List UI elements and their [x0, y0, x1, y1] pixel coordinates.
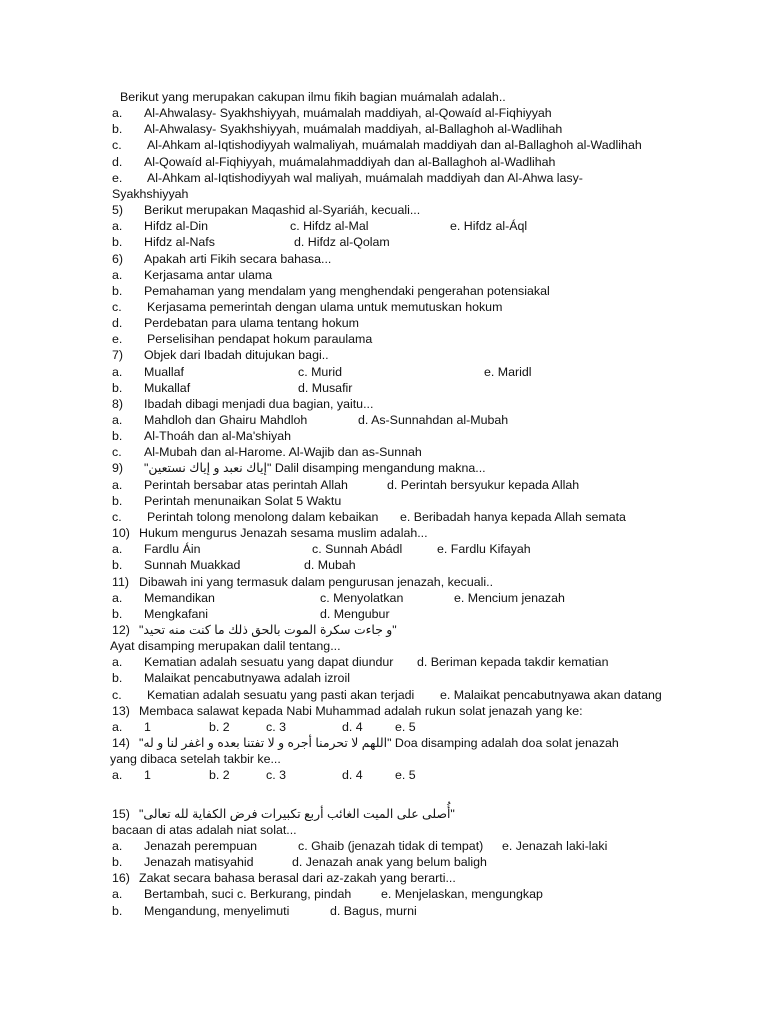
item-label: c. — [112, 687, 122, 702]
item-text: Pemahaman yang mendalam yang menghendaki pengerahan potensiakal — [144, 283, 550, 298]
item-text: Mengandung, menyelimuti — [144, 903, 290, 918]
item-text: c. Murid — [298, 364, 343, 379]
item-text: Memandikan — [144, 590, 215, 605]
item-label: 10) — [112, 526, 130, 541]
item-label: a. — [112, 838, 123, 853]
item-text: c. Ghaib (jenazah tidak di tempat) — [298, 838, 484, 853]
item-text: e. Jenazah laki-laki — [502, 838, 608, 853]
item-text: d. Perintah bersyukur kepada Allah — [387, 477, 580, 492]
item-label: b. — [112, 671, 123, 686]
item-text: Al-Mubah dan al-Harome. Al-Wajib dan as-Sunnah — [144, 445, 422, 460]
item-label: a. — [112, 106, 123, 121]
item-text: d. Hifdz al-Qolam — [294, 235, 390, 250]
item-label: a. — [112, 477, 123, 492]
item-label: b. — [112, 122, 123, 137]
item-text: c. Menyolatkan — [320, 590, 404, 605]
item-text: Apakah arti Fikih secara bahasa... — [144, 251, 332, 266]
item-text: Jenazah perempuan — [144, 838, 257, 853]
item-text: Mahdloh dan Ghairu Mahdloh — [144, 413, 308, 427]
item-text: Kematian adalah sesuatu yang dapat diundur — [144, 655, 394, 670]
item-text: d. Mengubur — [320, 606, 390, 621]
item-text: Berikut yang merupakan cakupan ilmu fikih bagian muámalah adalah.. — [120, 90, 506, 104]
item-text: e. Malaikat pencabutnyawa akan datang — [440, 687, 662, 702]
item-label: c. — [112, 138, 122, 153]
item-label: a. — [112, 655, 123, 670]
item-text: e. 5 — [395, 719, 416, 734]
item-label: a. — [112, 364, 123, 379]
item-label: 7) — [112, 348, 124, 363]
item-text: Kerjasama pemerintah dengan ulama untuk memutuskan hokum — [147, 299, 503, 314]
item-label: 14) — [112, 736, 130, 750]
item-text: Membaca salawat kepada Nabi Muhammad adalah rukun solat jenazah yang ke: — [139, 703, 583, 718]
item-text: e. Mencium jenazah — [454, 590, 565, 605]
item-label: b. — [112, 855, 123, 870]
item-label: 11) — [112, 574, 129, 589]
item-text: Perintah tolong menolong dalam kebaikan — [147, 509, 379, 524]
item-text: Hifdz al-Nafs — [144, 235, 215, 250]
item-label: b. — [112, 380, 123, 395]
item-text: Al-Ahwalasy- Syakhshiyyah, muámalah maddiyah, al-Qowaíd al-Fiqhiyyah — [144, 106, 552, 121]
item-text: e. Fardlu Kifayah — [437, 542, 531, 557]
item-label: 16) — [112, 871, 130, 886]
item-text: d. Musafir — [298, 380, 353, 395]
item-text: Al-Thoáh dan al-Ma'shiyah — [144, 429, 291, 444]
item-text: e. Beribadah hanya kepada Allah semata — [400, 509, 626, 524]
item-label: a. — [112, 267, 123, 282]
item-text: Perdebatan para ulama tentang hokum — [144, 316, 359, 331]
item-text: Mengkafani — [144, 606, 209, 621]
item-text: Zakat secara bahasa berasal dari az-zakah yang berarti... — [139, 871, 456, 886]
item-text: yang dibaca setelah takbir ke... — [110, 752, 281, 767]
item-label: a. — [112, 219, 123, 234]
item-text: e. 5 — [395, 768, 416, 783]
item-text: e. Hifdz al-Áql — [450, 219, 528, 234]
item-text: Ibadah dibagi menjadi dua bagian, yaitu... — [144, 396, 374, 411]
item-text: Al-Ahkam al-Iqtishodiyyah walmaliyah, muámalah maddiyah dan al-Ballaghoh al-Wadlihah — [147, 138, 642, 153]
item-text: e. Menjelaskan, mengungkap — [381, 887, 543, 902]
item-text: c. Sunnah Abádl — [312, 542, 403, 557]
item-text: Perselisihan pendapat hokum paraulama — [147, 332, 373, 347]
item-text: d. As-Sunnahdan al-Mubah — [358, 413, 509, 427]
item-label: e. — [112, 170, 123, 185]
item-label: 5) — [112, 203, 124, 218]
item-text: Al-Ahwalasy- Syakhshiyyah, muámalah maddiyah, al-Ballaghoh al-Wadlihah — [144, 122, 563, 137]
item-text: c. 3 — [266, 719, 286, 734]
item-text: b. 2 — [209, 768, 230, 783]
item-label: d. — [112, 154, 123, 169]
item-text: Syakhshiyyah — [112, 186, 189, 201]
item-text: d. 4 — [342, 768, 363, 783]
item-label: e. — [112, 332, 123, 347]
item-text: Fardlu Áin — [144, 542, 201, 557]
item-text: 1 — [144, 768, 151, 783]
item-label: a. — [112, 542, 123, 557]
item-text: c. 3 — [266, 768, 286, 783]
item-text: Kematian adalah sesuatu yang pasti akan terjadi — [147, 687, 415, 702]
item-label: a. — [112, 413, 123, 427]
item-text: "أُصلى على الميت الغائب أربع تكبيرات فرض الكفاية لله تعالى" — [139, 806, 455, 821]
item-label: a. — [112, 887, 123, 902]
item-text: Hifdz al-Din — [144, 219, 209, 234]
item-label: 12) — [112, 622, 130, 637]
item-text: Dibawah ini yang termasuk dalam pengurusan jenazah, kecuali.. — [139, 574, 494, 589]
item-text: "و جاءت سكرة الموت بالحق ذلك ما كنت منه تحيد" — [139, 622, 397, 637]
item-text: bacaan di atas adalah niat solat... — [112, 822, 297, 837]
item-text: Ayat disamping merupakan dalil tentang... — [110, 639, 341, 654]
item-text: d. Bagus, murni — [330, 903, 417, 918]
item-label: c. — [112, 299, 122, 314]
item-text: Berikut merupakan Maqashid al-Syariáh, kecuali... — [144, 203, 421, 218]
item-label: 9) — [112, 461, 124, 476]
item-label: 13) — [112, 703, 130, 718]
item-label: b. — [112, 283, 123, 298]
item-label: b. — [112, 235, 123, 250]
item-label: c. — [112, 509, 122, 524]
item-text: Al-Qowaíd al-Fiqhiyyah, muámalahmaddiyah dan al-Ballaghoh al-Wadlihah — [144, 154, 556, 169]
item-label: b. — [112, 558, 123, 573]
item-label: b. — [112, 429, 123, 444]
item-text: d. Beriman kepada takdir kematian — [417, 655, 609, 670]
item-text: Al-Ahkam al-Iqtishodiyyah wal maliyah, muámalah maddiyah dan Al-Ahwa lasy- — [147, 170, 583, 185]
item-text: Bertambah, suci c. Berkurang, pindah — [144, 887, 352, 902]
item-text: Objek dari Ibadah ditujukan bagi.. — [144, 348, 329, 363]
item-text: Jenazah matisyahid — [144, 855, 254, 870]
item-label: d. — [112, 316, 123, 331]
item-text: c. Hifdz al-Mal — [290, 219, 369, 234]
item-label: b. — [112, 606, 123, 621]
item-text: b. 2 — [209, 719, 230, 734]
item-text: Mukallaf — [144, 380, 191, 395]
item-label: a. — [112, 719, 123, 734]
item-text: Malaikat pencabutnyawa adalah izroil — [144, 671, 350, 686]
item-label: b. — [112, 903, 123, 918]
item-text: Sunnah Muakkad — [144, 558, 241, 573]
item-text: 1 — [144, 719, 151, 734]
item-text: "إياك نعبد و إياك نستعين" Dalil disamping mengandung makna... — [144, 461, 486, 476]
item-text: e. Maridl — [484, 364, 532, 379]
item-text: d. 4 — [342, 719, 363, 734]
item-label: b. — [112, 493, 123, 508]
item-text: Muallaf — [144, 364, 184, 379]
item-text: Perintah bersabar atas perintah Allah — [144, 477, 348, 492]
item-label: 15) — [112, 806, 130, 821]
item-text: d. Mubah — [304, 558, 356, 573]
item-label: a. — [112, 768, 123, 783]
item-text: d. Jenazah anak yang belum baligh — [292, 855, 487, 870]
item-text: Kerjasama antar ulama — [144, 267, 273, 282]
item-text: Perintah menunaikan Solat 5 Waktu — [144, 493, 342, 508]
item-label: c. — [112, 445, 122, 460]
item-text: Hukum mengurus Jenazah sesama muslim adalah... — [139, 526, 428, 541]
item-label: a. — [112, 590, 123, 605]
item-text: "اللهم لا تحرمنا أجره و لا تفتنا بعده و اغفر لنا و له" Doa disamping adalah doa solat jenazah — [139, 736, 619, 750]
item-label: 8) — [112, 396, 124, 411]
item-label: 6) — [112, 251, 124, 266]
